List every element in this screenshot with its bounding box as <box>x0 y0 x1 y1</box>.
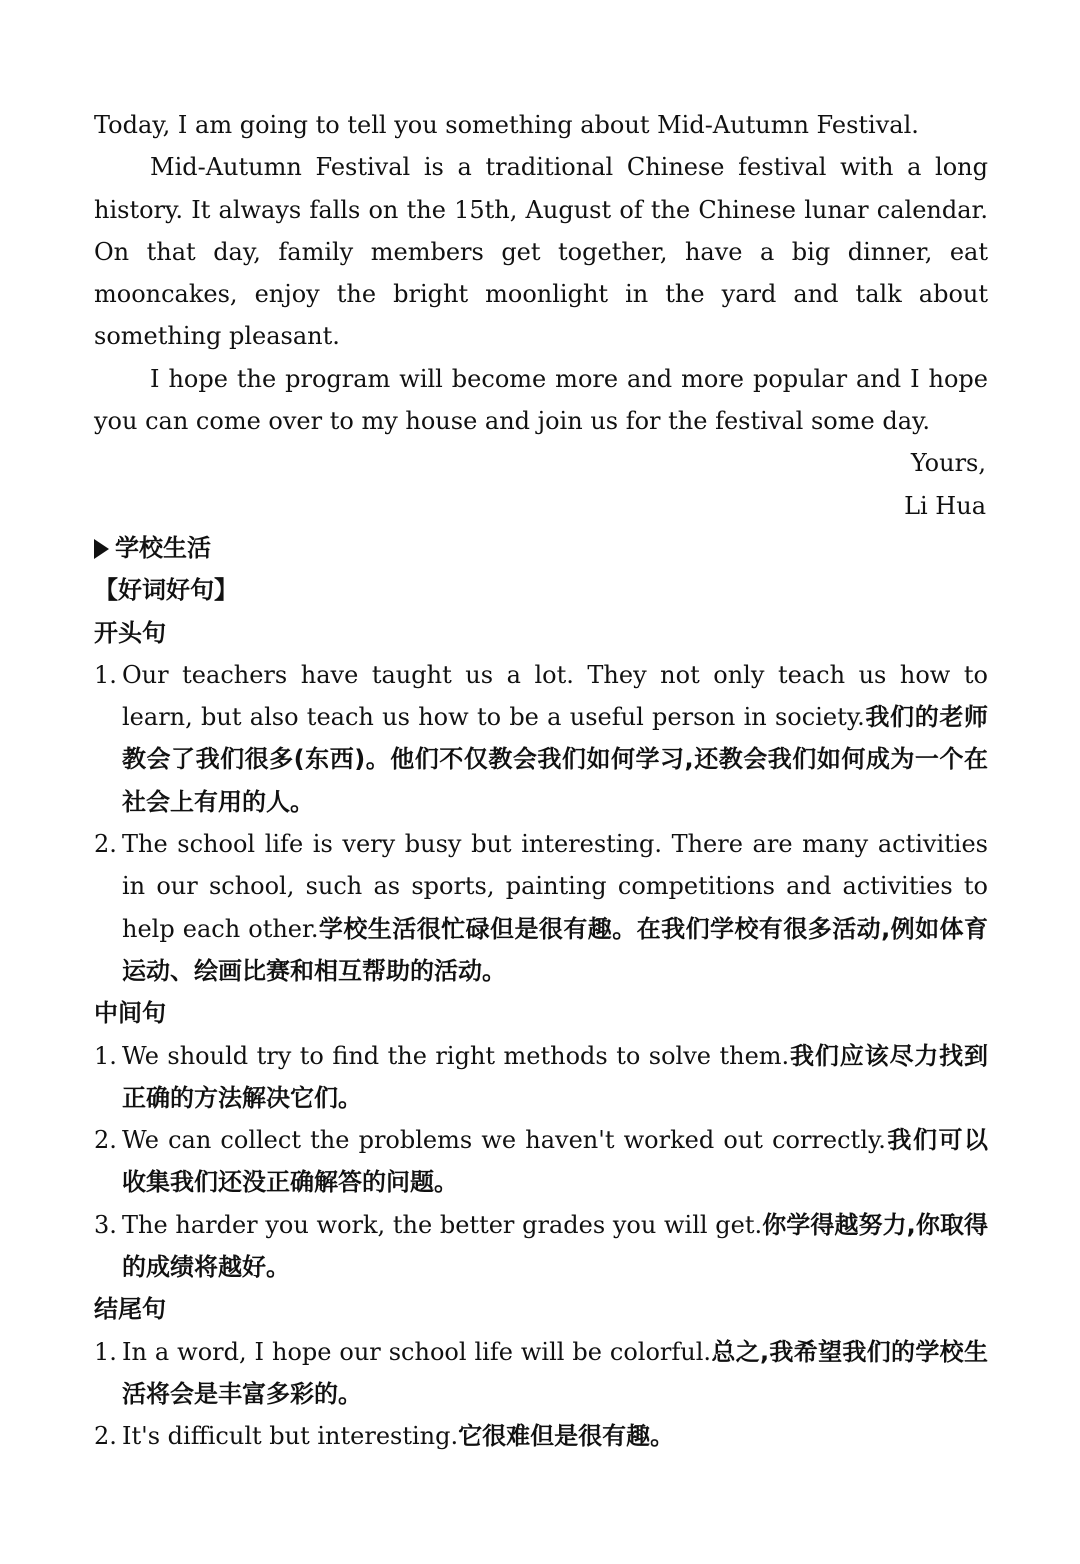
opening-item-1 <box>94 654 988 823</box>
item-chinese: 学校生活很忙碌但是很有趣。在我们学校有很多活动,例如体育运动、绘画比赛和相互帮助的活动。 <box>122 914 988 985</box>
item-english: We can collect the problems we haven't worked out correctly. <box>122 1126 886 1155</box>
opening-sentences-label: 开头句 <box>94 618 166 647</box>
item-chinese: 我们的老师教会了我们很多(东西)。他们不仅教会我们如何学习,还教会我们如何成为一个在社会上有用的人。 <box>122 703 989 816</box>
item-english: In a word, I hope our school life will be colorful. <box>122 1337 712 1366</box>
ending-sentences-label: 结尾句 <box>94 1295 166 1324</box>
ending-item-1 <box>94 1331 988 1416</box>
letter-closing: Yours, <box>910 449 986 478</box>
item-chinese: 它很难但是很有趣。 <box>458 1422 675 1451</box>
item-english: Our teachers have taught us a lot. They not only teach us how to learn, but also teach us how to be a useful person in society. <box>122 660 988 732</box>
item-number: 2. <box>94 1422 117 1451</box>
item-chinese: 你学得越努力,你取得的成绩将越好。 <box>122 1210 988 1282</box>
letter-signature: Li Hua <box>904 491 986 520</box>
item-number: 2. <box>94 1126 117 1155</box>
item-chinese: 我们可以收集我们还没正确解答的问题。 <box>122 1126 989 1197</box>
section-title <box>94 527 988 569</box>
section-subtitle: 【好词好句】 <box>94 576 238 605</box>
item-number: 1. <box>94 1337 117 1366</box>
triangle-bullet-icon <box>94 539 109 559</box>
item-number: 2. <box>94 830 117 859</box>
section-title-text: 学校生活 <box>115 533 211 562</box>
ending-item-2 <box>94 1415 988 1457</box>
letter-paragraph-2: I hope the program will become more and more popular and I hope you can come over to my house and join us for the festival some day. <box>94 364 988 436</box>
item-english: We should try to find the right methods to solve them. <box>122 1041 790 1070</box>
middle-sentences-label: 中间句 <box>94 999 166 1028</box>
item-number: 1. <box>94 1041 117 1070</box>
item-chinese: 我们应该尽力找到正确的方法解决它们。 <box>122 1041 989 1112</box>
item-chinese: 总之,我希望我们的学校生活将会是丰富多彩的。 <box>122 1337 988 1408</box>
item-english: The harder you work, the better grades you will get. <box>122 1210 763 1239</box>
letter-paragraph-1: Mid-Autumn Festival is a traditional Chinese festival with a long history. It always falls on the 15th, August of the Chinese lunar calendar. On that day, family members get together, have a big dinner, eat mooncakes, enjoy the bright moonlight in the yard and talk about something pleasant. <box>94 153 988 351</box>
middle-item-3 <box>94 1204 988 1289</box>
opening-item-2 <box>94 823 988 992</box>
letter-intro: Today, I am going to tell you something about Mid-Autumn Festival. <box>94 111 919 139</box>
item-english: It's difficult but interesting. <box>122 1422 459 1451</box>
middle-item-2 <box>94 1119 988 1204</box>
document-page <box>94 104 988 1458</box>
item-english: The school life is very busy but interesting. There are many activities in our school, such as sports, painting competitions and activities to help each other. <box>122 830 988 943</box>
middle-item-1 <box>94 1035 988 1120</box>
item-number: 1. <box>94 660 117 689</box>
item-number: 3. <box>94 1210 117 1239</box>
